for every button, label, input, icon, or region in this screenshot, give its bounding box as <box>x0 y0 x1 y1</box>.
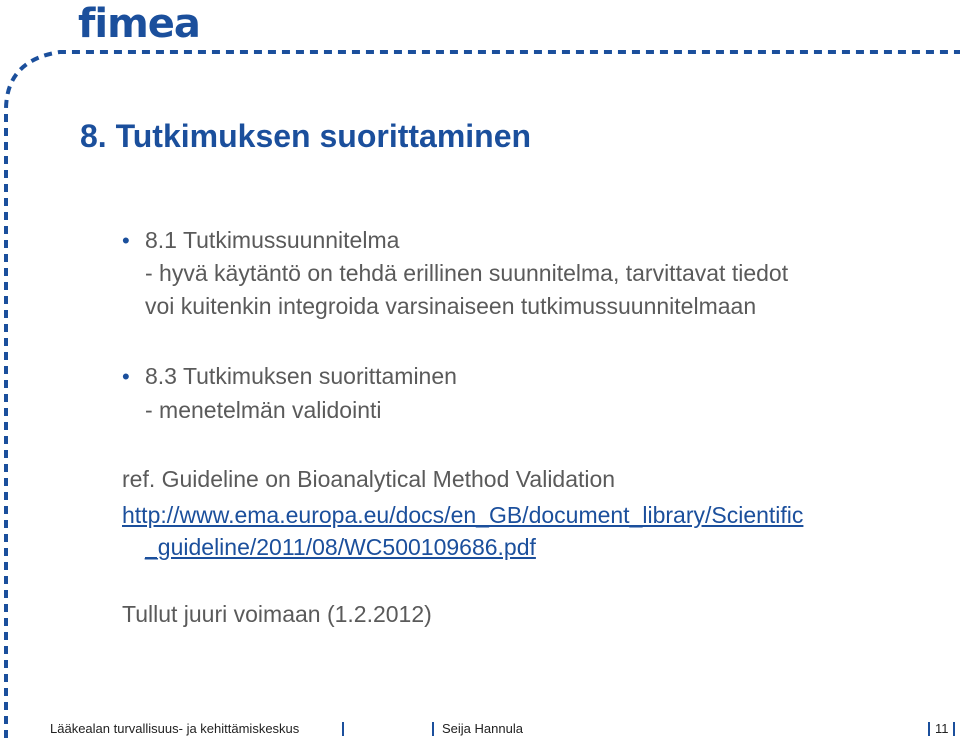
fimea-logo: fimea <box>78 1 200 47</box>
bullet-line: - menetelmän validointi <box>145 397 382 423</box>
bullet-heading: 8.3 Tutkimuksen suorittaminen <box>145 363 457 389</box>
slide-title: 8. Tutkimuksen suorittaminen <box>80 118 532 154</box>
footer-separator <box>953 722 955 736</box>
reference-text: ref. Guideline on Bioanalytical Method Validation <box>122 466 616 492</box>
reference-link[interactable]: http://www.ema.europa.eu/docs/en_GB/document_library/Scientific <box>122 502 804 528</box>
bullet-line: - hyvä käytäntö on tehdä erillinen suunnitelma, tarvittavat tiedot <box>145 260 789 286</box>
footer-organization: Lääkealan turvallisuus- ja kehittämiskeskus <box>50 721 300 736</box>
effective-date-note: Tullut juuri voimaan (1.2.2012) <box>122 601 432 627</box>
footer-separator <box>928 722 930 736</box>
footer-separator <box>342 722 344 736</box>
reference-link-continuation[interactable]: _guideline/2011/08/WC500109686.pdf <box>145 534 536 560</box>
bullet-heading: 8.1 Tutkimussuunnitelma <box>145 227 400 253</box>
bullet-dot: • <box>122 364 130 389</box>
bullet-line: voi kuitenkin integroida varsinaiseen tutkimussuunnitelmaan <box>145 293 757 319</box>
footer-separator <box>432 722 434 736</box>
footer-page-number: 11 <box>935 721 949 736</box>
bullet-dot: • <box>122 228 130 253</box>
footer-author: Seija Hannula <box>442 721 523 736</box>
